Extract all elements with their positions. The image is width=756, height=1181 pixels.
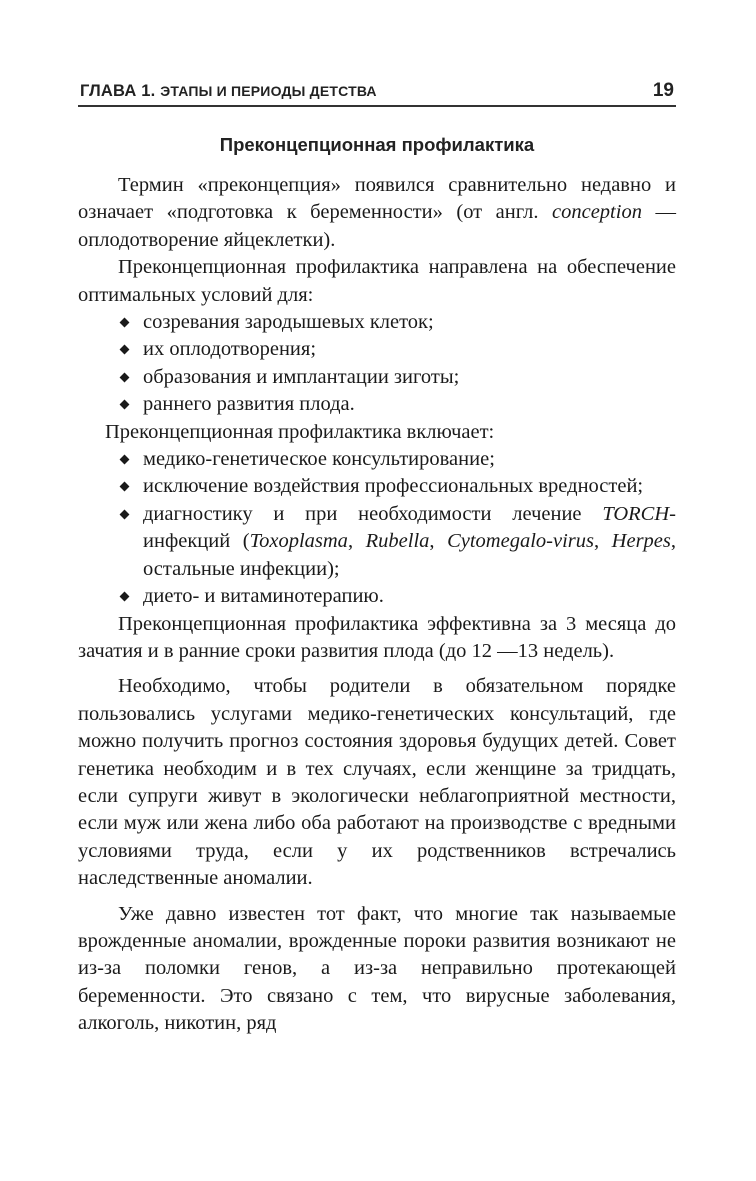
list-item (143, 501, 676, 583)
list-item-text: дието- и витаминотерапию. (143, 585, 384, 608)
list-item (143, 391, 676, 418)
paragraph-5: Необходимо, чтобы родители в обязательном порядке пользовались услугами медико-генетических консультаций, где можно получить прогноз состояния здоровья будущих детей. Совет генетика необходим и в тех случаях, если женщине за тридцать, если супруги живут в экологически неблагоприятной местности, если муж или жена либо оба работают на производстве с вредными условиями труда, если у их родственников встречались наследственные аномалии. (78, 675, 676, 890)
list-item-text: раннего развития плода. (143, 393, 355, 416)
list-item-text: их оплодотворения; (143, 338, 317, 361)
list-item-text: созревания зародышевых клеток; (143, 311, 434, 334)
list-item-text-a: диагностику и при необходимости лечение (143, 502, 603, 525)
bullet-icon (120, 455, 130, 465)
bullet-icon (120, 592, 130, 602)
chapter-header (80, 82, 377, 101)
measures-list (78, 446, 676, 610)
torch-term: TORCH (602, 502, 670, 525)
paragraph-2: Преконцепционная профилактика направлена на обеспечение оптимальных условий для: (78, 256, 676, 306)
list-item (143, 309, 676, 336)
list-item (143, 336, 676, 363)
list-item (143, 364, 676, 391)
separator: , (347, 530, 366, 553)
rubella-term: Rubella (365, 530, 430, 553)
body-text (78, 172, 676, 1038)
list-item-text: образования и имплантации зиготы; (143, 365, 460, 388)
separator: , (429, 530, 448, 553)
paragraph-1 (78, 172, 676, 254)
chapter-prefix: ГЛАВА 1. (80, 82, 156, 100)
header-rule (78, 105, 676, 107)
list-item (143, 583, 676, 610)
paragraph-6: Уже давно известен тот факт, что многие так называемые врожденные аномалии, врожденные пороки развития возникают не из-за поломки генов, а из-за неправильно протекающей беременности. Это связано с тем, что вирусные заболевания, алкоголь, никотин, ряд (78, 902, 676, 1035)
page-number: 19 (652, 80, 674, 101)
paragraph-3: Преконцепционная профилактика включает: (105, 420, 495, 443)
bullet-icon (120, 318, 130, 328)
paragraph-1-term: conception (552, 201, 642, 224)
list-item-text: медико-генетическое консультирование; (143, 448, 495, 471)
bullet-icon (120, 345, 130, 355)
bullet-icon (120, 509, 130, 519)
goals-list (78, 309, 676, 419)
herpes-term: Herpes (611, 530, 671, 553)
paragraph-1-text-b: — оплодотворение яйцеклетки). (78, 201, 677, 251)
list-item-text-c: , остальные инфекции); (143, 530, 677, 580)
paragraph-1-text-a: Термин «преконцепция» появился сравнительно недавно и означает «подготовка к беременности» (от англ. (78, 174, 676, 224)
section-title: Преконцепционная профилактика (219, 134, 535, 155)
bullet-icon (120, 372, 130, 382)
toxoplasma-term: Toxoplasma (249, 530, 348, 553)
running-head (78, 80, 676, 106)
paragraph-4: Преконцепционная профилактика эффективна за 3 месяца до зачатия и в ранние сроки развития плода (до 12 —13 недель). (78, 612, 676, 662)
list-item-text: исключение воздействия профессиональных вредностей; (143, 475, 644, 498)
chapter-title: ЭТАПЫ И ПЕРИОДЫ ДЕТСТВА (160, 83, 377, 99)
list-item (143, 446, 676, 473)
cytomegalovirus-term: Cytomegalo-virus (447, 530, 594, 553)
bullet-icon (120, 482, 130, 492)
list-item-text-b: -инфекций ( (143, 502, 676, 553)
list-item (143, 473, 676, 500)
separator: , (593, 530, 612, 553)
bullet-icon (120, 400, 130, 410)
